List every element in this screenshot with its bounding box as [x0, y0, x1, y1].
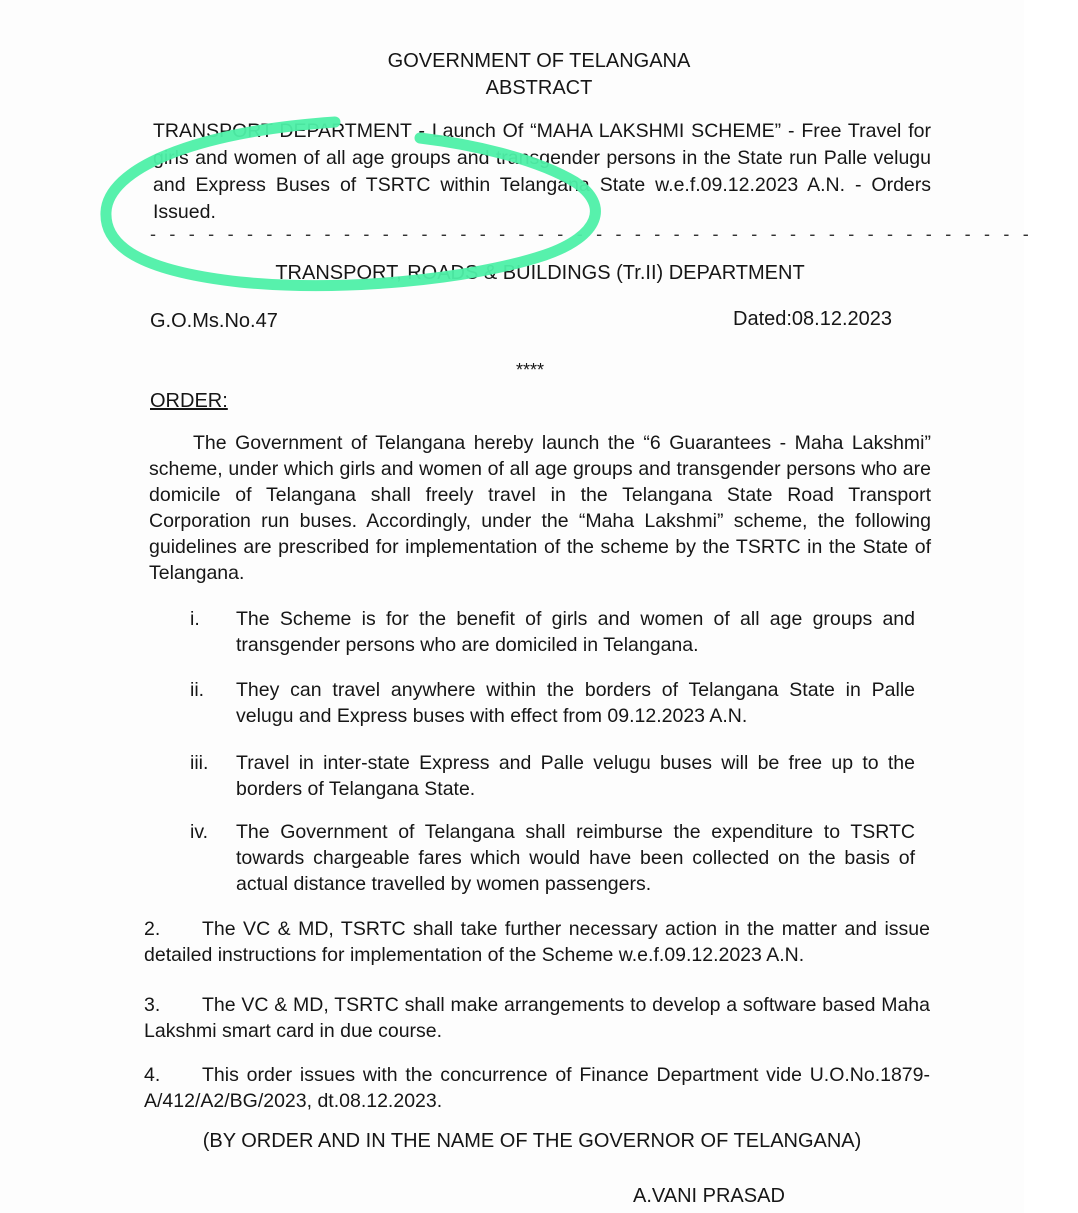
guideline-text: Travel in inter-state Express and Palle velugu buses will be free up to the borders of Telangana State.	[236, 752, 915, 800]
guideline-number: ii.	[190, 679, 205, 701]
government-title: GOVERNMENT OF TELANGANA	[387, 50, 691, 72]
numbered-paragraph	[144, 916, 930, 968]
paragraph-text: This order issues with the concurrence of Finance Department vide U.O.No.1879-A/412/A2/BG/2023, dt.08.12.2023.	[144, 1064, 930, 1112]
order-heading: ORDER:	[150, 390, 228, 412]
guideline-text: The Scheme is for the benefit of girls and women of all age groups and transgender persons who are domiciled in Telangana.	[236, 608, 915, 656]
order-intro-paragraph: The Government of Telangana hereby launch the “6 Guarantees - Maha Lakshmi” scheme, under which girls and women of all age groups and transgender persons who are domicile of Telangana shall freely travel in the Telangana State Road Transport Corporation run buses. Accordingly, under the “Maha Lakshmi” scheme, the following guidelines are prescribed for implementation of the scheme by the TSRTC in the State of Telangana.	[149, 432, 931, 584]
signatory-name: A.VANI PRASAD	[633, 1185, 785, 1207]
guideline-item	[190, 677, 915, 729]
separator-line: - - - - - - - - - - - - - - - - - - - - - - - - - - - - - - - - - - - - - - - - - - - - - -	[150, 224, 1033, 244]
go-number: G.O.Ms.No.47	[150, 310, 278, 332]
numbered-paragraph	[144, 992, 930, 1044]
paragraph-number: 2.	[144, 918, 161, 940]
paragraph-text: The VC & MD, TSRTC shall take further necessary action in the matter and issue detailed instructions for implementation of the Scheme w.e.f.09.12.2023 A.N.	[144, 918, 930, 966]
numbered-paragraph	[144, 1062, 930, 1114]
guideline-number: i.	[190, 608, 200, 630]
by-order-line: (BY ORDER AND IN THE NAME OF THE GOVERNOR OF TELANGANA)	[202, 1130, 862, 1152]
guideline-number: iii.	[190, 752, 209, 774]
guideline-item	[190, 606, 915, 658]
order-date: Dated:08.12.2023	[733, 308, 893, 330]
guideline-item	[190, 819, 915, 897]
guideline-text: They can travel anywhere within the borders of Telangana State in Palle velugu and Express buses with effect from 09.12.2023 A.N.	[236, 679, 915, 727]
abstract-title: ABSTRACT	[485, 77, 593, 99]
paragraph-number: 3.	[144, 994, 161, 1016]
paragraph-number: 4.	[144, 1064, 161, 1086]
subject-text: TRANSPORT DEPARTMENT - Launch Of “MAHA LAKSHMI SCHEME” - Free Travel for girls and women of all age groups and transgender persons in the State run Palle velugu and Express Buses of TSRTC within Telangana State w.e.f.09.12.2023 A.N. - Orders Issued.	[153, 120, 931, 223]
guideline-number: iv.	[190, 821, 209, 843]
asterisk-divider: ****	[515, 360, 545, 380]
department-name: TRANSPORT, ROADS & BUILDINGS (Tr.II) DEPARTMENT	[275, 262, 805, 284]
guideline-text: The Government of Telangana shall reimburse the expenditure to TSRTC towards chargeable fares which would have been collected on the basis of actual distance travelled by women passengers.	[236, 821, 915, 895]
paragraph-text: The VC & MD, TSRTC shall make arrangements to develop a software based Maha Lakshmi smart card in due course.	[144, 994, 930, 1042]
guideline-item	[190, 750, 915, 802]
